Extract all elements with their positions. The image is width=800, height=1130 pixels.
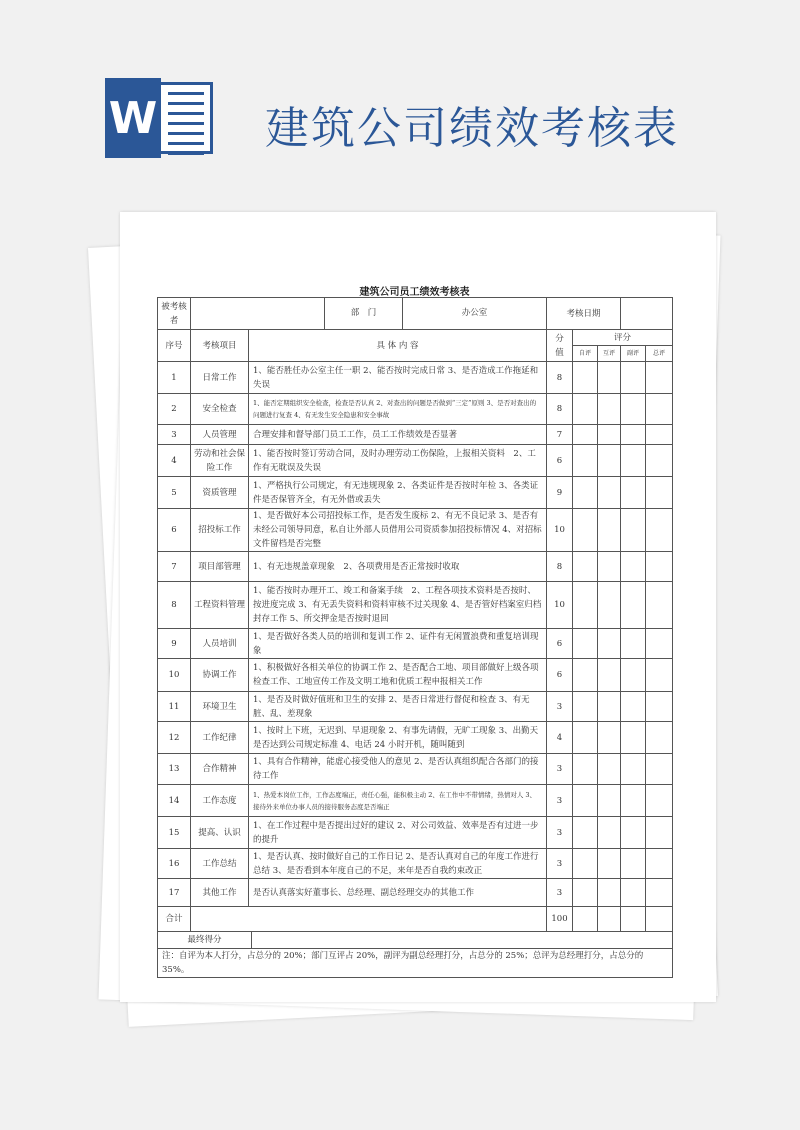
rating-general-cell[interactable] bbox=[646, 907, 673, 932]
rating-general-cell[interactable] bbox=[646, 362, 673, 394]
rating-self-cell[interactable] bbox=[573, 817, 598, 849]
rating-deputy-cell[interactable] bbox=[621, 552, 646, 582]
rating-peer-cell[interactable] bbox=[598, 722, 621, 754]
row-item: 招投标工作 bbox=[191, 509, 249, 552]
rating-general-cell[interactable] bbox=[646, 509, 673, 552]
rating-peer-cell[interactable] bbox=[598, 509, 621, 552]
row-content: 1、能否按时办理开工、竣工和备案手续 2、工程各项技术资料是否按时、按进度完成 3、有无丢失资料和资料审核不过关现象 4、是否管好档案室归档封存工作 5、所交押金是否按时退回 bbox=[249, 582, 547, 629]
rating-self-cell[interactable] bbox=[573, 425, 598, 445]
rating-self-cell[interactable] bbox=[573, 785, 598, 817]
banner-title: 建筑公司绩效考核表 bbox=[265, 103, 679, 154]
row-score: 3 bbox=[547, 849, 573, 879]
rating-deputy-cell[interactable] bbox=[621, 509, 646, 552]
row-content: 是否认真落实好董事长、总经理、副总经理交办的其他工作 bbox=[249, 879, 547, 907]
rating-self-cell[interactable] bbox=[573, 849, 598, 879]
row-content: 1、是否认真、按时做好自己的工作日记 2、是否认真对自己的年度工作进行总结 3、是否看到本年度自己的不足，来年是否自我约束改正 bbox=[249, 849, 547, 879]
rating-peer-cell[interactable] bbox=[598, 445, 621, 477]
row-item: 人员管理 bbox=[191, 425, 249, 445]
rating-general-cell[interactable] bbox=[646, 582, 673, 629]
rating-general-cell[interactable] bbox=[646, 722, 673, 754]
row-content: 1、严格执行公司规定，有无违规现象 2、各类证件是否按时年检 3、各类证件是否保管齐全，有无外借或丢失 bbox=[249, 477, 547, 509]
row-score: 10 bbox=[547, 509, 573, 552]
row-score: 6 bbox=[547, 629, 573, 659]
rating-general-cell[interactable] bbox=[646, 754, 673, 785]
rating-general-cell[interactable] bbox=[646, 659, 673, 692]
row-content: 1、积极做好各相关单位的协调工作 2、是否配合工地、项目部做好上级各项检查工作、工地宣传工作及文明工地和优质工程申报相关工作 bbox=[249, 659, 547, 692]
rating-general-cell[interactable] bbox=[646, 785, 673, 817]
row-no: 15 bbox=[158, 817, 191, 849]
rating-deputy-cell[interactable] bbox=[621, 692, 646, 722]
row-score: 4 bbox=[547, 722, 573, 754]
rating-general-cell[interactable] bbox=[646, 629, 673, 659]
row-content: 1、能否按时签订劳动合同，及时办理劳动工伤保险，上报相关资料 2、工作有无耽误及失误 bbox=[249, 445, 547, 477]
row-item: 其他工作 bbox=[191, 879, 249, 907]
col-general: 总评 bbox=[646, 346, 673, 362]
rating-deputy-cell[interactable] bbox=[621, 425, 646, 445]
rating-deputy-cell[interactable] bbox=[621, 659, 646, 692]
row-item: 工作态度 bbox=[191, 785, 249, 817]
row-score: 8 bbox=[547, 552, 573, 582]
note-text: 注：自评为本人打分，占总分的 20%；部门互评占 20%，副评为副总经理打分，占总分的 25%；总评为总经理打分，占总分的 35%。 bbox=[158, 949, 673, 978]
col-score: 分值 bbox=[547, 330, 573, 362]
row-content: 合理安排和督导部门员工工作，员工工作绩效是否显著 bbox=[249, 425, 547, 445]
table-row bbox=[158, 445, 673, 477]
row-no: 12 bbox=[158, 722, 191, 754]
row-item: 日常工作 bbox=[191, 362, 249, 394]
rating-peer-cell[interactable] bbox=[598, 849, 621, 879]
rating-general-cell[interactable] bbox=[646, 425, 673, 445]
dept-label: 部 门 bbox=[325, 298, 403, 329]
rating-deputy-cell[interactable] bbox=[621, 722, 646, 754]
table-row bbox=[158, 425, 673, 445]
col-item: 考核项目 bbox=[191, 330, 249, 362]
rating-general-cell[interactable] bbox=[646, 445, 673, 477]
row-no: 9 bbox=[158, 629, 191, 659]
rating-peer-cell[interactable] bbox=[598, 785, 621, 817]
row-item: 安全检查 bbox=[191, 394, 249, 425]
row-no: 7 bbox=[158, 552, 191, 582]
rating-peer-cell[interactable] bbox=[598, 659, 621, 692]
table-row bbox=[158, 722, 673, 754]
rating-general-cell[interactable] bbox=[646, 879, 673, 907]
rating-self-cell[interactable] bbox=[573, 722, 598, 754]
rating-deputy-cell[interactable] bbox=[621, 754, 646, 785]
row-item: 工作纪律 bbox=[191, 722, 249, 754]
row-no: 14 bbox=[158, 785, 191, 817]
col-rating: 评分 bbox=[573, 330, 673, 346]
row-content: 1、热爱本岗位工作，工作态度端正，责任心强，能积极主动 2、在工作中不带情绪，热情对人 3、接待外来单位办事人员的接待服务态度是否端正 bbox=[249, 785, 547, 817]
row-no: 8 bbox=[158, 582, 191, 629]
col-deputy: 副评 bbox=[621, 346, 646, 362]
row-item: 项目部管理 bbox=[191, 552, 249, 582]
rating-self-cell[interactable] bbox=[573, 692, 598, 722]
table-row bbox=[158, 552, 673, 582]
rating-self-cell[interactable] bbox=[573, 362, 598, 394]
date-label: 考核日期 bbox=[547, 298, 621, 330]
date-field[interactable] bbox=[621, 298, 673, 330]
row-item: 工作总结 bbox=[191, 849, 249, 879]
row-score: 3 bbox=[547, 754, 573, 785]
row-score: 3 bbox=[547, 817, 573, 849]
rating-peer-cell[interactable] bbox=[598, 629, 621, 659]
rating-deputy-cell[interactable] bbox=[621, 362, 646, 394]
row-content: 1、是否及时做好值班和卫生的安排 2、是否日常进行督促和检查 3、有无脏、乱、差现象 bbox=[249, 692, 547, 722]
table-row bbox=[158, 394, 673, 425]
rating-self-cell[interactable] bbox=[573, 659, 598, 692]
rating-general-cell[interactable] bbox=[646, 394, 673, 425]
rating-peer-cell[interactable] bbox=[598, 552, 621, 582]
table-row bbox=[158, 362, 673, 394]
row-score: 3 bbox=[547, 785, 573, 817]
final-score-label: 最终得分 bbox=[158, 932, 252, 948]
rating-deputy-cell[interactable] bbox=[621, 849, 646, 879]
appraisal-table bbox=[157, 297, 673, 978]
rating-deputy-cell[interactable] bbox=[621, 582, 646, 629]
word-logo-icon: W bbox=[105, 78, 215, 158]
row-no: 10 bbox=[158, 659, 191, 692]
rating-peer-cell[interactable] bbox=[598, 692, 621, 722]
row-no: 3 bbox=[158, 425, 191, 445]
row-no: 5 bbox=[158, 477, 191, 509]
rating-deputy-cell[interactable] bbox=[621, 785, 646, 817]
rating-peer-cell[interactable] bbox=[598, 394, 621, 425]
table-row bbox=[158, 509, 673, 552]
row-no: 11 bbox=[158, 692, 191, 722]
rating-peer-cell[interactable] bbox=[598, 879, 621, 907]
row-item: 提高、认识 bbox=[191, 817, 249, 849]
rating-peer-cell[interactable] bbox=[598, 362, 621, 394]
table-row bbox=[158, 629, 673, 659]
rating-general-cell[interactable] bbox=[646, 817, 673, 849]
row-score: 8 bbox=[547, 394, 573, 425]
col-peer: 互评 bbox=[598, 346, 621, 362]
total-label: 合计 bbox=[158, 907, 191, 932]
row-item: 合作精神 bbox=[191, 754, 249, 785]
row-score: 6 bbox=[547, 445, 573, 477]
rating-general-cell[interactable] bbox=[646, 849, 673, 879]
row-content: 1、是否做好本公司招投标工作，是否发生废标 2、有无不良记录 3、是否有未经公司领导同意，私自让外部人员借用公司资质参加招投标情况 4、对招标文件留档是否完整 bbox=[249, 509, 547, 552]
row-no: 16 bbox=[158, 849, 191, 879]
header-info-row bbox=[158, 298, 673, 330]
rating-self-cell[interactable] bbox=[573, 509, 598, 552]
table-row bbox=[158, 785, 673, 817]
row-score: 3 bbox=[547, 692, 573, 722]
table-row bbox=[158, 477, 673, 509]
rating-deputy-cell[interactable] bbox=[621, 907, 646, 932]
row-score: 3 bbox=[547, 879, 573, 907]
rating-deputy-cell[interactable] bbox=[621, 477, 646, 509]
note-row bbox=[158, 949, 673, 978]
rating-self-cell[interactable] bbox=[573, 629, 598, 659]
rating-deputy-cell[interactable] bbox=[621, 629, 646, 659]
row-content: 1、在工作过程中是否提出过好的建议 2、对公司效益、效率是否有过进一步的提升 bbox=[249, 817, 547, 849]
rating-general-cell[interactable] bbox=[646, 477, 673, 509]
final-score-field[interactable] bbox=[252, 932, 672, 948]
rating-peer-cell[interactable] bbox=[598, 754, 621, 785]
table-row bbox=[158, 754, 673, 785]
row-score: 7 bbox=[547, 425, 573, 445]
col-content: 具 体 内 容 bbox=[249, 330, 547, 362]
row-item: 协调工作 bbox=[191, 659, 249, 692]
rating-self-cell[interactable] bbox=[573, 477, 598, 509]
rating-peer-cell[interactable] bbox=[598, 477, 621, 509]
table-row bbox=[158, 879, 673, 907]
row-score: 9 bbox=[547, 477, 573, 509]
row-no: 6 bbox=[158, 509, 191, 552]
row-content: 1、按时上下班，无迟到、早退现象 2、有事先请假，无旷工现象 3、出勤天是否达到公司规定标准 4、电话 24 小时开机，随叫随到 bbox=[249, 722, 547, 754]
rating-self-cell[interactable] bbox=[573, 754, 598, 785]
rating-self-cell[interactable] bbox=[573, 394, 598, 425]
rating-general-cell[interactable] bbox=[646, 552, 673, 582]
rating-deputy-cell[interactable] bbox=[621, 879, 646, 907]
rating-deputy-cell[interactable] bbox=[621, 394, 646, 425]
rating-self-cell[interactable] bbox=[573, 445, 598, 477]
table-row bbox=[158, 817, 673, 849]
row-no: 13 bbox=[158, 754, 191, 785]
rating-self-cell[interactable] bbox=[573, 582, 598, 629]
total-row bbox=[158, 907, 673, 932]
rating-general-cell[interactable] bbox=[646, 692, 673, 722]
rating-peer-cell[interactable] bbox=[598, 907, 621, 932]
col-no: 序号 bbox=[158, 330, 191, 362]
table-row bbox=[158, 582, 673, 629]
document-title: 建筑公司员工绩效考核表 bbox=[359, 287, 470, 298]
rating-peer-cell[interactable] bbox=[598, 582, 621, 629]
column-header-row bbox=[158, 330, 673, 346]
row-content: 1、能否定期组织安全检查，检查是否认真 2、对查出的问题是否做到“三定”原则 3、是否对查出的问题进行复查 4、有无发生安全隐患和安全事故 bbox=[249, 394, 547, 425]
final-score-row bbox=[158, 932, 673, 949]
examinee-label: 被考核者 bbox=[158, 298, 191, 330]
total-score: 100 bbox=[547, 907, 573, 932]
row-score: 8 bbox=[547, 362, 573, 394]
total-blank bbox=[191, 907, 547, 932]
examinee-name-field[interactable] bbox=[191, 298, 325, 329]
dept-value: 办公室 bbox=[461, 308, 488, 318]
row-content: 1、有无违规盖章现象 2、各项费用是否正常按时收取 bbox=[249, 552, 547, 582]
row-item: 资质管理 bbox=[191, 477, 249, 509]
rating-self-cell[interactable] bbox=[573, 552, 598, 582]
row-item: 人员培训 bbox=[191, 629, 249, 659]
rating-deputy-cell[interactable] bbox=[621, 817, 646, 849]
row-no: 2 bbox=[158, 394, 191, 425]
row-content: 1、能否胜任办公室主任一职 2、能否按时完成日常 3、是否造成工作拖延和失误 bbox=[249, 362, 547, 394]
row-item: 工程资料管理 bbox=[191, 582, 249, 629]
row-score: 6 bbox=[547, 659, 573, 692]
row-content: 1、是否做好各类人员的培训和复训工作 2、证件有无闲置浪费和重复培训现象 bbox=[249, 629, 547, 659]
col-self: 自评 bbox=[573, 346, 598, 362]
row-no: 4 bbox=[158, 445, 191, 477]
row-item: 环境卫生 bbox=[191, 692, 249, 722]
row-score: 10 bbox=[547, 582, 573, 629]
rating-peer-cell[interactable] bbox=[598, 817, 621, 849]
rating-deputy-cell[interactable] bbox=[621, 445, 646, 477]
rating-self-cell[interactable] bbox=[573, 879, 598, 907]
rating-self-cell[interactable] bbox=[573, 907, 598, 932]
row-no: 17 bbox=[158, 879, 191, 907]
row-no: 1 bbox=[158, 362, 191, 394]
table-row bbox=[158, 849, 673, 879]
rating-peer-cell[interactable] bbox=[598, 425, 621, 445]
table-row bbox=[158, 659, 673, 692]
row-item: 劳动和社会保险工作 bbox=[191, 445, 249, 477]
table-row bbox=[158, 692, 673, 722]
row-content: 1、具有合作精神，能虚心接受他人的意见 2、是否认真组织配合各部门的接待工作 bbox=[249, 754, 547, 785]
